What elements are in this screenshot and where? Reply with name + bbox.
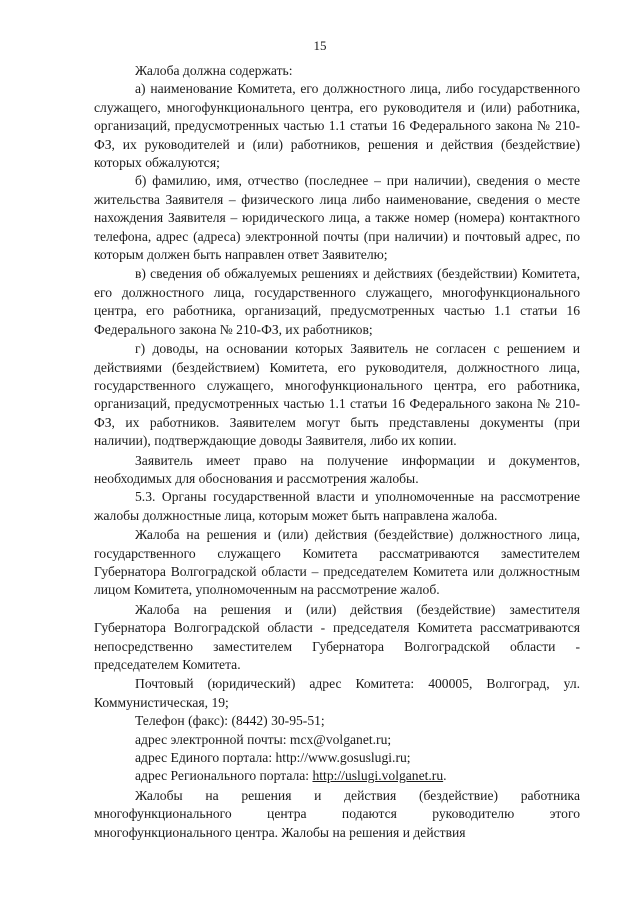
regional-portal-link[interactable]: http://uslugi.volganet.ru [312, 768, 444, 784]
regional-portal-suffix: . [443, 768, 447, 784]
paragraph-complaint-contents-heading: Жалоба должна содержать: [135, 63, 293, 78]
paragraph-mfc-complaints: Жалобы на решения и действия (бездействие) работника многофункционального центра подаются руководителю этого многофункционального центра. Жалобы на решения и действия [94, 787, 580, 840]
paragraph-applicant-rights: Заявитель имеет право на получение информации и документов, необходимых для обоснования и рассмотрения жалобы. [94, 452, 580, 486]
paragraph-regional-portal [94, 767, 580, 785]
paragraph-postal-address: Почтовый (юридический) адрес Комитета: 400005, Волгоград, ул. Коммунистическая, 19; [94, 676, 580, 710]
paragraph-item-b: б) фамилию, имя, отчество (последнее – при наличии), сведения о месте жительства Заявителя – физического лица либо наименование, сведения о месте нахождения Заявителя – юридического лица, а также номер (номера) контактного телефона, адрес (адреса) электронной почты (при наличии) и почтовый адрес, по которым должен быть направлен ответ Заявителю; [94, 173, 580, 263]
paragraph-complaint-deputy-governor: Жалоба на решения и (или) действия (бездействие) заместителя Губернатора Волгоградской области - председателя Комитета рассматриваются непосредственно заместителем Губернатора Волгоградской области - председателем Комитета. [94, 601, 580, 672]
paragraph-item-v: в) сведения об обжалуемых решениях и действиях (бездействии) Комитета, его должностного лица, государственного служащего, многофункционального центра, его работника, организаций, предусмотренных частью 1.1 статьи 16 Федерального закона № 210-ФЗ, их работников; [94, 266, 580, 337]
page-number: 15 [313, 38, 327, 53]
paragraph-section-5-3: 5.3. Органы государственной власти и уполномоченные на рассмотрение жалобы должностные лица, которым может быть направлена жалоба. [94, 489, 580, 523]
paragraph-complaint-officials: Жалоба на решения и (или) действия (бездействие) должностного лица, государственного служащего Комитета рассматриваются заместителем Губернатора Волгоградской области – председателем Комитета или должностным лицом Комитета, уполномоченным на рассмотрение жалоб. [94, 527, 580, 598]
paragraph-phone: Телефон (факс): (8442) 30-95-51; [135, 713, 325, 729]
paragraph-email: адрес электронной почты: mcx@volganet.ru; [135, 731, 392, 747]
document-body [94, 62, 580, 842]
regional-portal-prefix: адрес Регионального портала: [135, 768, 313, 784]
paragraph-unified-portal: адрес Единого портала: http://www.gosuslugi.ru; [135, 750, 411, 766]
paragraph-item-g: г) доводы, на основании которых Заявитель не согласен с решением и действиями (бездействием) Комитета, его руководителя, должностного лица, государственного служащего, многофункционального центра, его работника, организаций, предусмотренных частью 1.1 статьи 16 Федерального закона № 210-ФЗ, их работников. Заявителем могут быть представлены документы (при наличии), подтверждающие доводы Заявителя, либо их копии. [94, 341, 580, 449]
paragraph-item-a: а) наименование Комитета, его должностного лица, либо государственного служащего, многофункционального центра, его руководителя и (или) работника, организаций, предусмотренных частью 1.1 статьи 16 Федерального закона № 210-ФЗ, их руководителей и (или) работников, решения и действия (бездействие) которых обжалуются; [94, 81, 580, 171]
